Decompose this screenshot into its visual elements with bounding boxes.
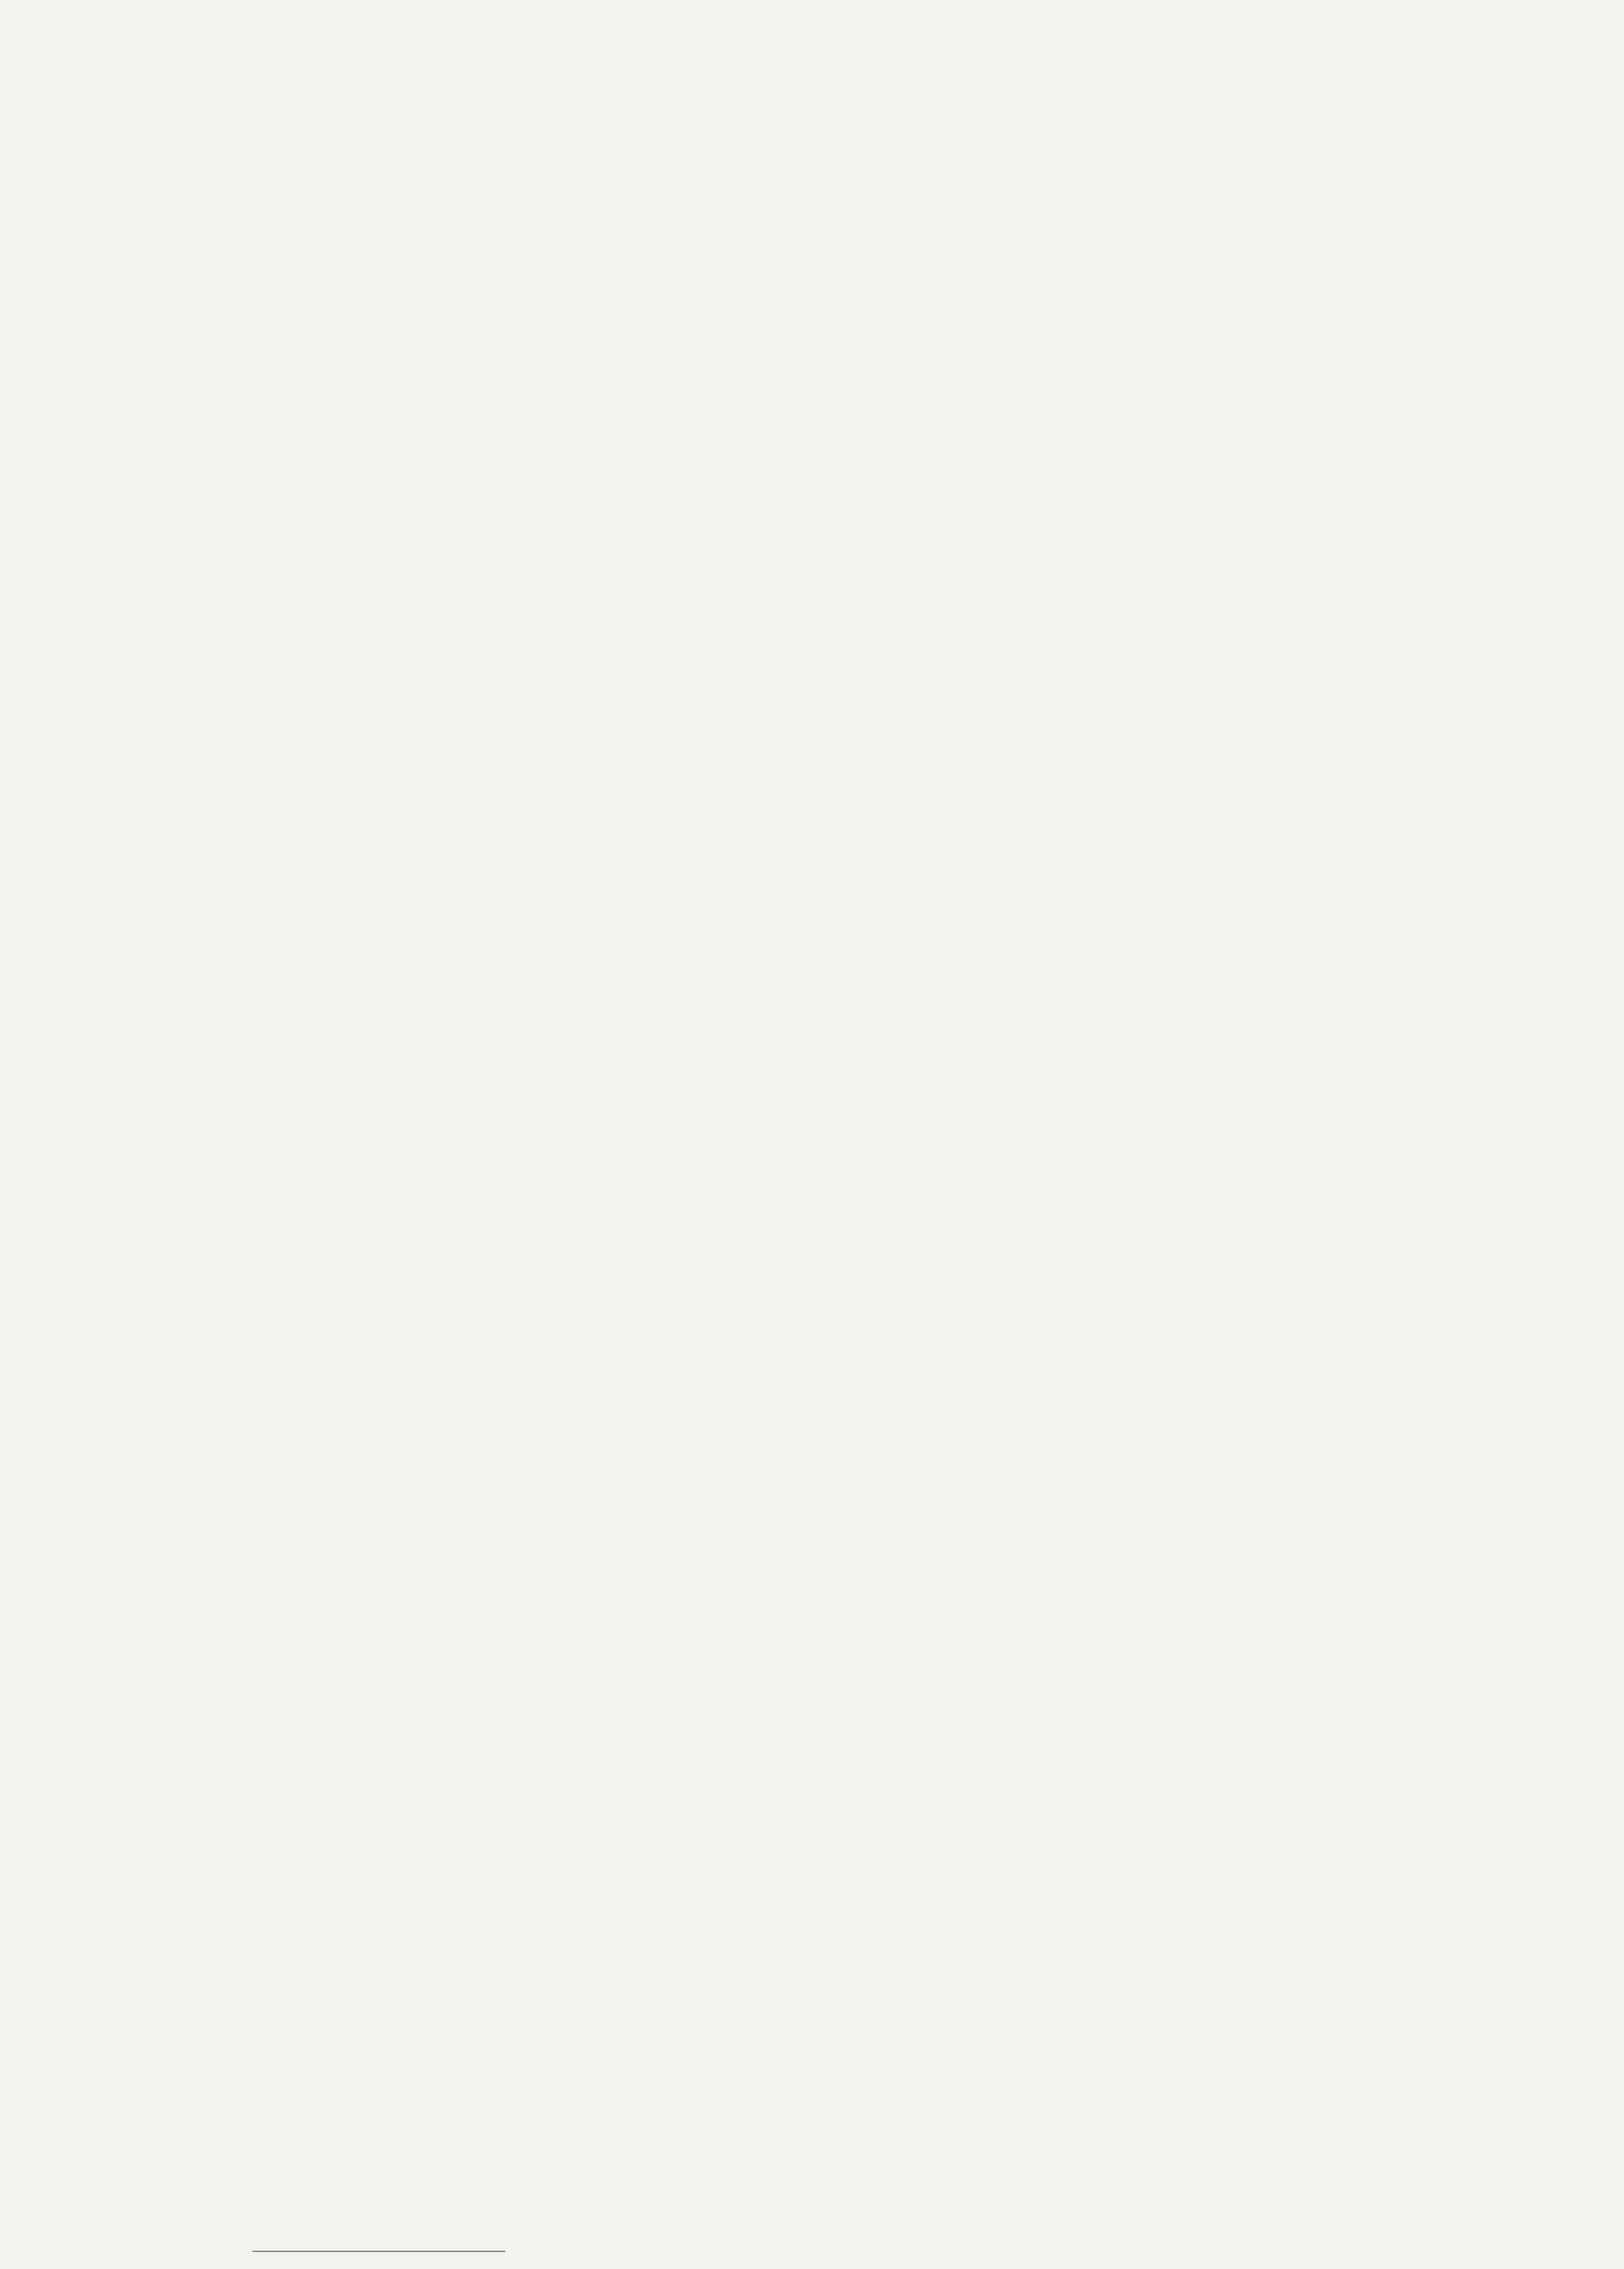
footnote-rule: [253, 2251, 505, 2252]
footnote: [253, 2245, 505, 2269]
